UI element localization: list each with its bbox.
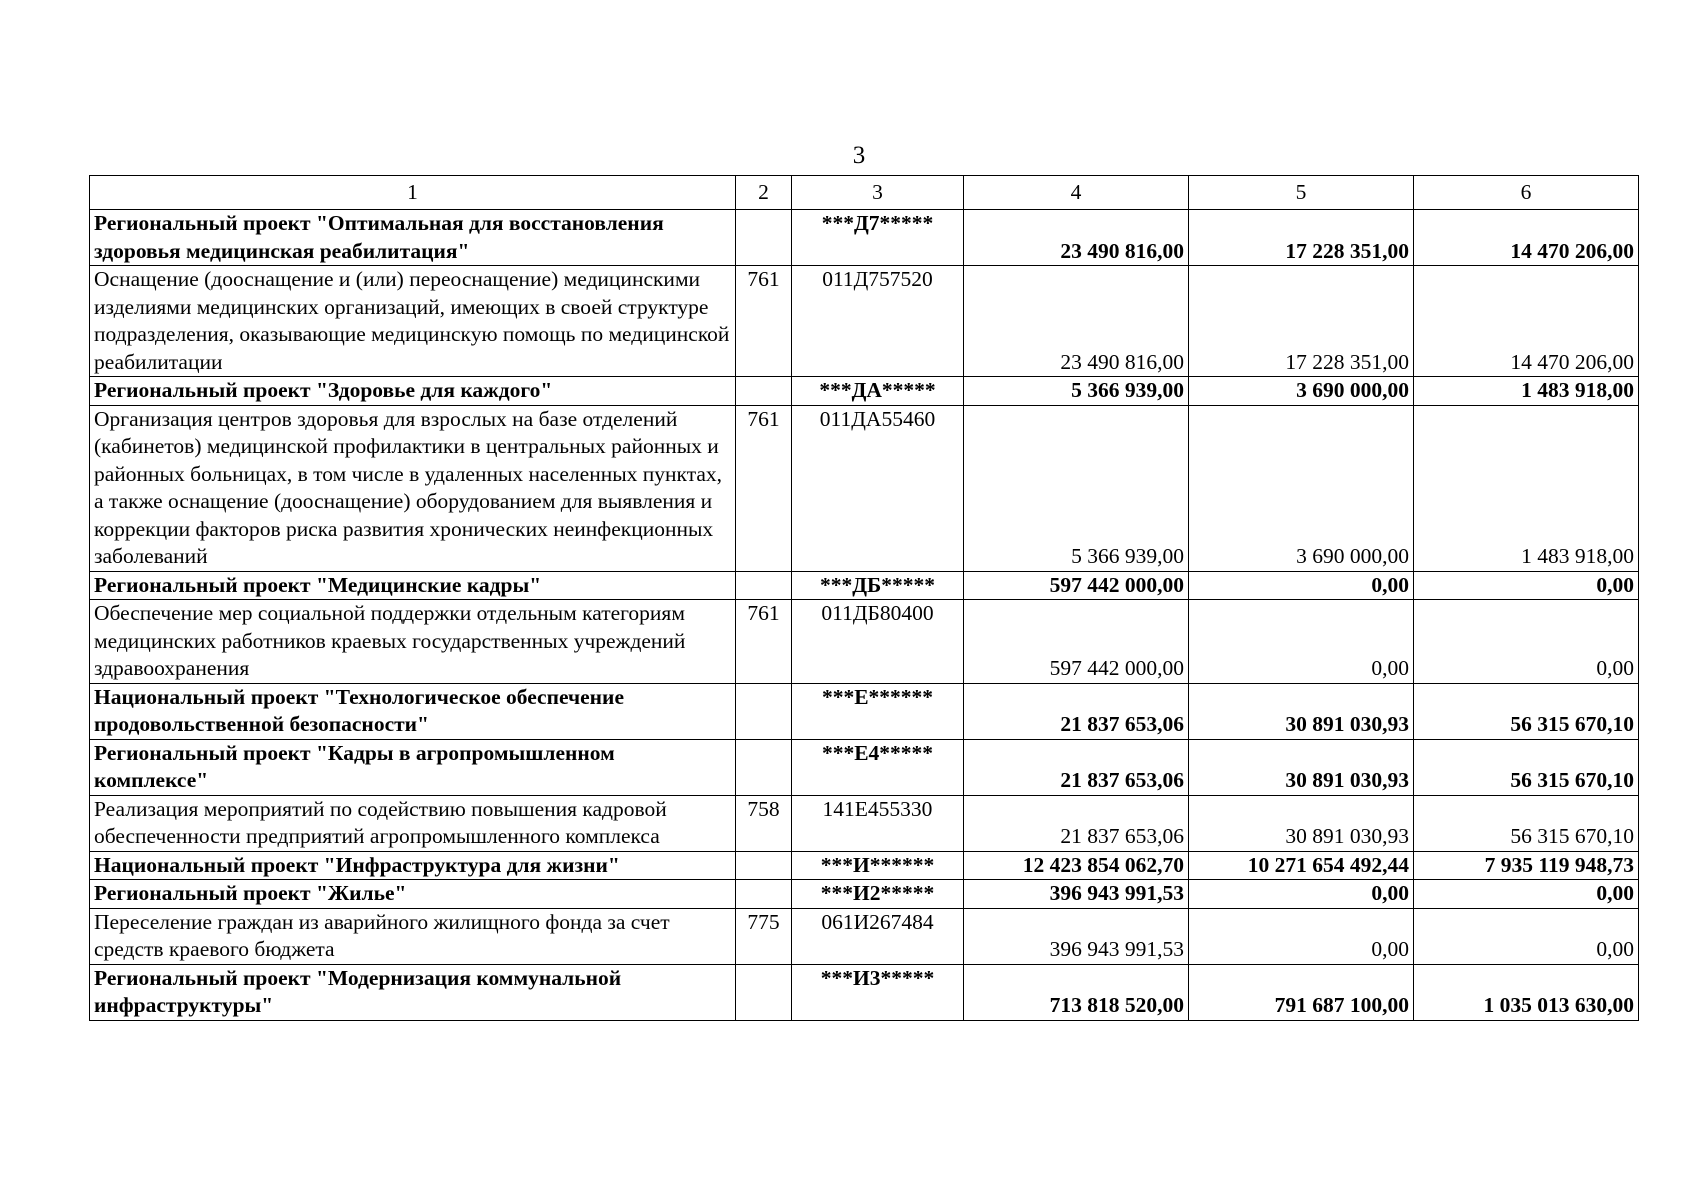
- row-grbs-cell: 775: [736, 908, 792, 964]
- row-value-col4: 597 442 000,00: [964, 600, 1189, 684]
- row-value-col6: 0,00: [1414, 908, 1639, 964]
- row-value-col4: 396 943 991,53: [964, 880, 1189, 909]
- header-col-1: 1: [90, 176, 736, 210]
- row-grbs-cell: [736, 210, 792, 266]
- row-value-col4: 5 366 939,00: [964, 377, 1189, 406]
- activity-row: [90, 908, 1639, 964]
- row-value-col6: 0,00: [1414, 880, 1639, 909]
- row-value-col5: 0,00: [1189, 571, 1414, 600]
- row-grbs-cell: [736, 571, 792, 600]
- row-code-cell: ***И2*****: [792, 880, 964, 909]
- row-value-col4: 5 366 939,00: [964, 405, 1189, 571]
- row-value-col6: 14 470 206,00: [1414, 210, 1639, 266]
- row-name-cell: Обеспечение мер социальной поддержки отдельным категориям медицинских работников краевых государственных учреждений здравоохранения: [90, 600, 736, 684]
- row-grbs-cell: [736, 880, 792, 909]
- row-value-col5: 3 690 000,00: [1189, 405, 1414, 571]
- row-value-col4: 597 442 000,00: [964, 571, 1189, 600]
- row-value-col5: 791 687 100,00: [1189, 964, 1414, 1020]
- header-col-5: 5: [1189, 176, 1414, 210]
- row-name-cell: Организация центров здоровья для взрослых на базе отделений (кабинетов) медицинской профилактики в центральных районных и районных больницах, в том числе в удаленных населенных пунктах, а также оснащение (дооснащение) оборудованием для выявления и коррекции факторов риска развития хронических неинфекционных заболеваний: [90, 405, 736, 571]
- table-header-row: [90, 176, 1639, 210]
- row-value-col4: 23 490 816,00: [964, 210, 1189, 266]
- project-row: [90, 880, 1639, 909]
- row-value-col5: 17 228 351,00: [1189, 210, 1414, 266]
- row-name-cell: Региональный проект "Кадры в агропромышленном комплексе": [90, 739, 736, 795]
- row-value-col6: 7 935 119 948,73: [1414, 851, 1639, 880]
- row-value-col6: 0,00: [1414, 571, 1639, 600]
- row-name-cell: Региональный проект "Медицинские кадры": [90, 571, 736, 600]
- row-code-cell: 011Д757520: [792, 266, 964, 377]
- row-value-col6: 56 315 670,10: [1414, 683, 1639, 739]
- project-row: [90, 964, 1639, 1020]
- row-code-cell: ***Д7*****: [792, 210, 964, 266]
- activity-row: [90, 405, 1639, 571]
- project-row: [90, 571, 1639, 600]
- row-code-cell: 011ДБ80400: [792, 600, 964, 684]
- row-value-col5: 30 891 030,93: [1189, 795, 1414, 851]
- row-value-col4: 21 837 653,06: [964, 739, 1189, 795]
- row-name-cell: Реализация мероприятий по содействию повышения кадровой обеспеченности предприятий агропромышленного комплекса: [90, 795, 736, 851]
- row-value-col5: 30 891 030,93: [1189, 739, 1414, 795]
- row-code-cell: ***Е4*****: [792, 739, 964, 795]
- row-name-cell: Региональный проект "Здоровье для каждого": [90, 377, 736, 406]
- row-value-col4: 12 423 854 062,70: [964, 851, 1189, 880]
- row-grbs-cell: [736, 739, 792, 795]
- row-value-col4: 21 837 653,06: [964, 683, 1189, 739]
- row-value-col5: 0,00: [1189, 600, 1414, 684]
- row-code-cell: ***И3*****: [792, 964, 964, 1020]
- row-name-cell: Региональный проект "Жилье": [90, 880, 736, 909]
- row-grbs-cell: 761: [736, 405, 792, 571]
- project-row: [90, 683, 1639, 739]
- row-grbs-cell: 758: [736, 795, 792, 851]
- row-value-col6: 1 035 013 630,00: [1414, 964, 1639, 1020]
- row-value-col6: 0,00: [1414, 600, 1639, 684]
- activity-row: [90, 795, 1639, 851]
- row-grbs-cell: [736, 964, 792, 1020]
- row-value-col5: 0,00: [1189, 908, 1414, 964]
- activity-row: [90, 266, 1639, 377]
- row-value-col6: 1 483 918,00: [1414, 405, 1639, 571]
- row-name-cell: Региональный проект "Оптимальная для восстановления здоровья медицинская реабилитация": [90, 210, 736, 266]
- row-value-col6: 56 315 670,10: [1414, 739, 1639, 795]
- page-number: 3: [852, 142, 866, 169]
- row-name-cell: Национальный проект "Технологическое обеспечение продовольственной безопасности": [90, 683, 736, 739]
- row-name-cell: Национальный проект "Инфраструктура для жизни": [90, 851, 736, 880]
- project-row: [90, 739, 1639, 795]
- row-name-cell: Оснащение (дооснащение и (или) переоснащение) медицинскими изделиями медицинских организаций, имеющих в своей структуре подразделения, оказывающие медицинскую помощь по медицинской реабилитации: [90, 266, 736, 377]
- row-value-col5: 17 228 351,00: [1189, 266, 1414, 377]
- budget-table: [89, 175, 1639, 1021]
- row-grbs-cell: 761: [736, 266, 792, 377]
- row-code-cell: 141Е455330: [792, 795, 964, 851]
- project-row: [90, 851, 1639, 880]
- project-row: [90, 210, 1639, 266]
- row-code-cell: ***ДА*****: [792, 377, 964, 406]
- row-value-col4: 713 818 520,00: [964, 964, 1189, 1020]
- row-value-col5: 30 891 030,93: [1189, 683, 1414, 739]
- row-code-cell: ***Е******: [792, 683, 964, 739]
- row-grbs-cell: [736, 683, 792, 739]
- row-name-cell: Региональный проект "Модернизация коммунальной инфраструктуры": [90, 964, 736, 1020]
- header-col-6: 6: [1414, 176, 1639, 210]
- project-row: [90, 377, 1639, 406]
- header-col-3: 3: [792, 176, 964, 210]
- row-value-col4: 396 943 991,53: [964, 908, 1189, 964]
- row-value-col5: 0,00: [1189, 880, 1414, 909]
- row-value-col5: 10 271 654 492,44: [1189, 851, 1414, 880]
- row-grbs-cell: [736, 377, 792, 406]
- row-grbs-cell: 761: [736, 600, 792, 684]
- row-code-cell: ***И******: [792, 851, 964, 880]
- activity-row: [90, 600, 1639, 684]
- row-name-cell: Переселение граждан из аварийного жилищного фонда за счет средств краевого бюджета: [90, 908, 736, 964]
- header-col-2: 2: [736, 176, 792, 210]
- row-value-col5: 3 690 000,00: [1189, 377, 1414, 406]
- row-grbs-cell: [736, 851, 792, 880]
- row-value-col6: 56 315 670,10: [1414, 795, 1639, 851]
- row-code-cell: 061И267484: [792, 908, 964, 964]
- row-code-cell: ***ДБ*****: [792, 571, 964, 600]
- header-col-4: 4: [964, 176, 1189, 210]
- row-code-cell: 011ДА55460: [792, 405, 964, 571]
- row-value-col4: 23 490 816,00: [964, 266, 1189, 377]
- row-value-col6: 14 470 206,00: [1414, 266, 1639, 377]
- row-value-col6: 1 483 918,00: [1414, 377, 1639, 406]
- row-value-col4: 21 837 653,06: [964, 795, 1189, 851]
